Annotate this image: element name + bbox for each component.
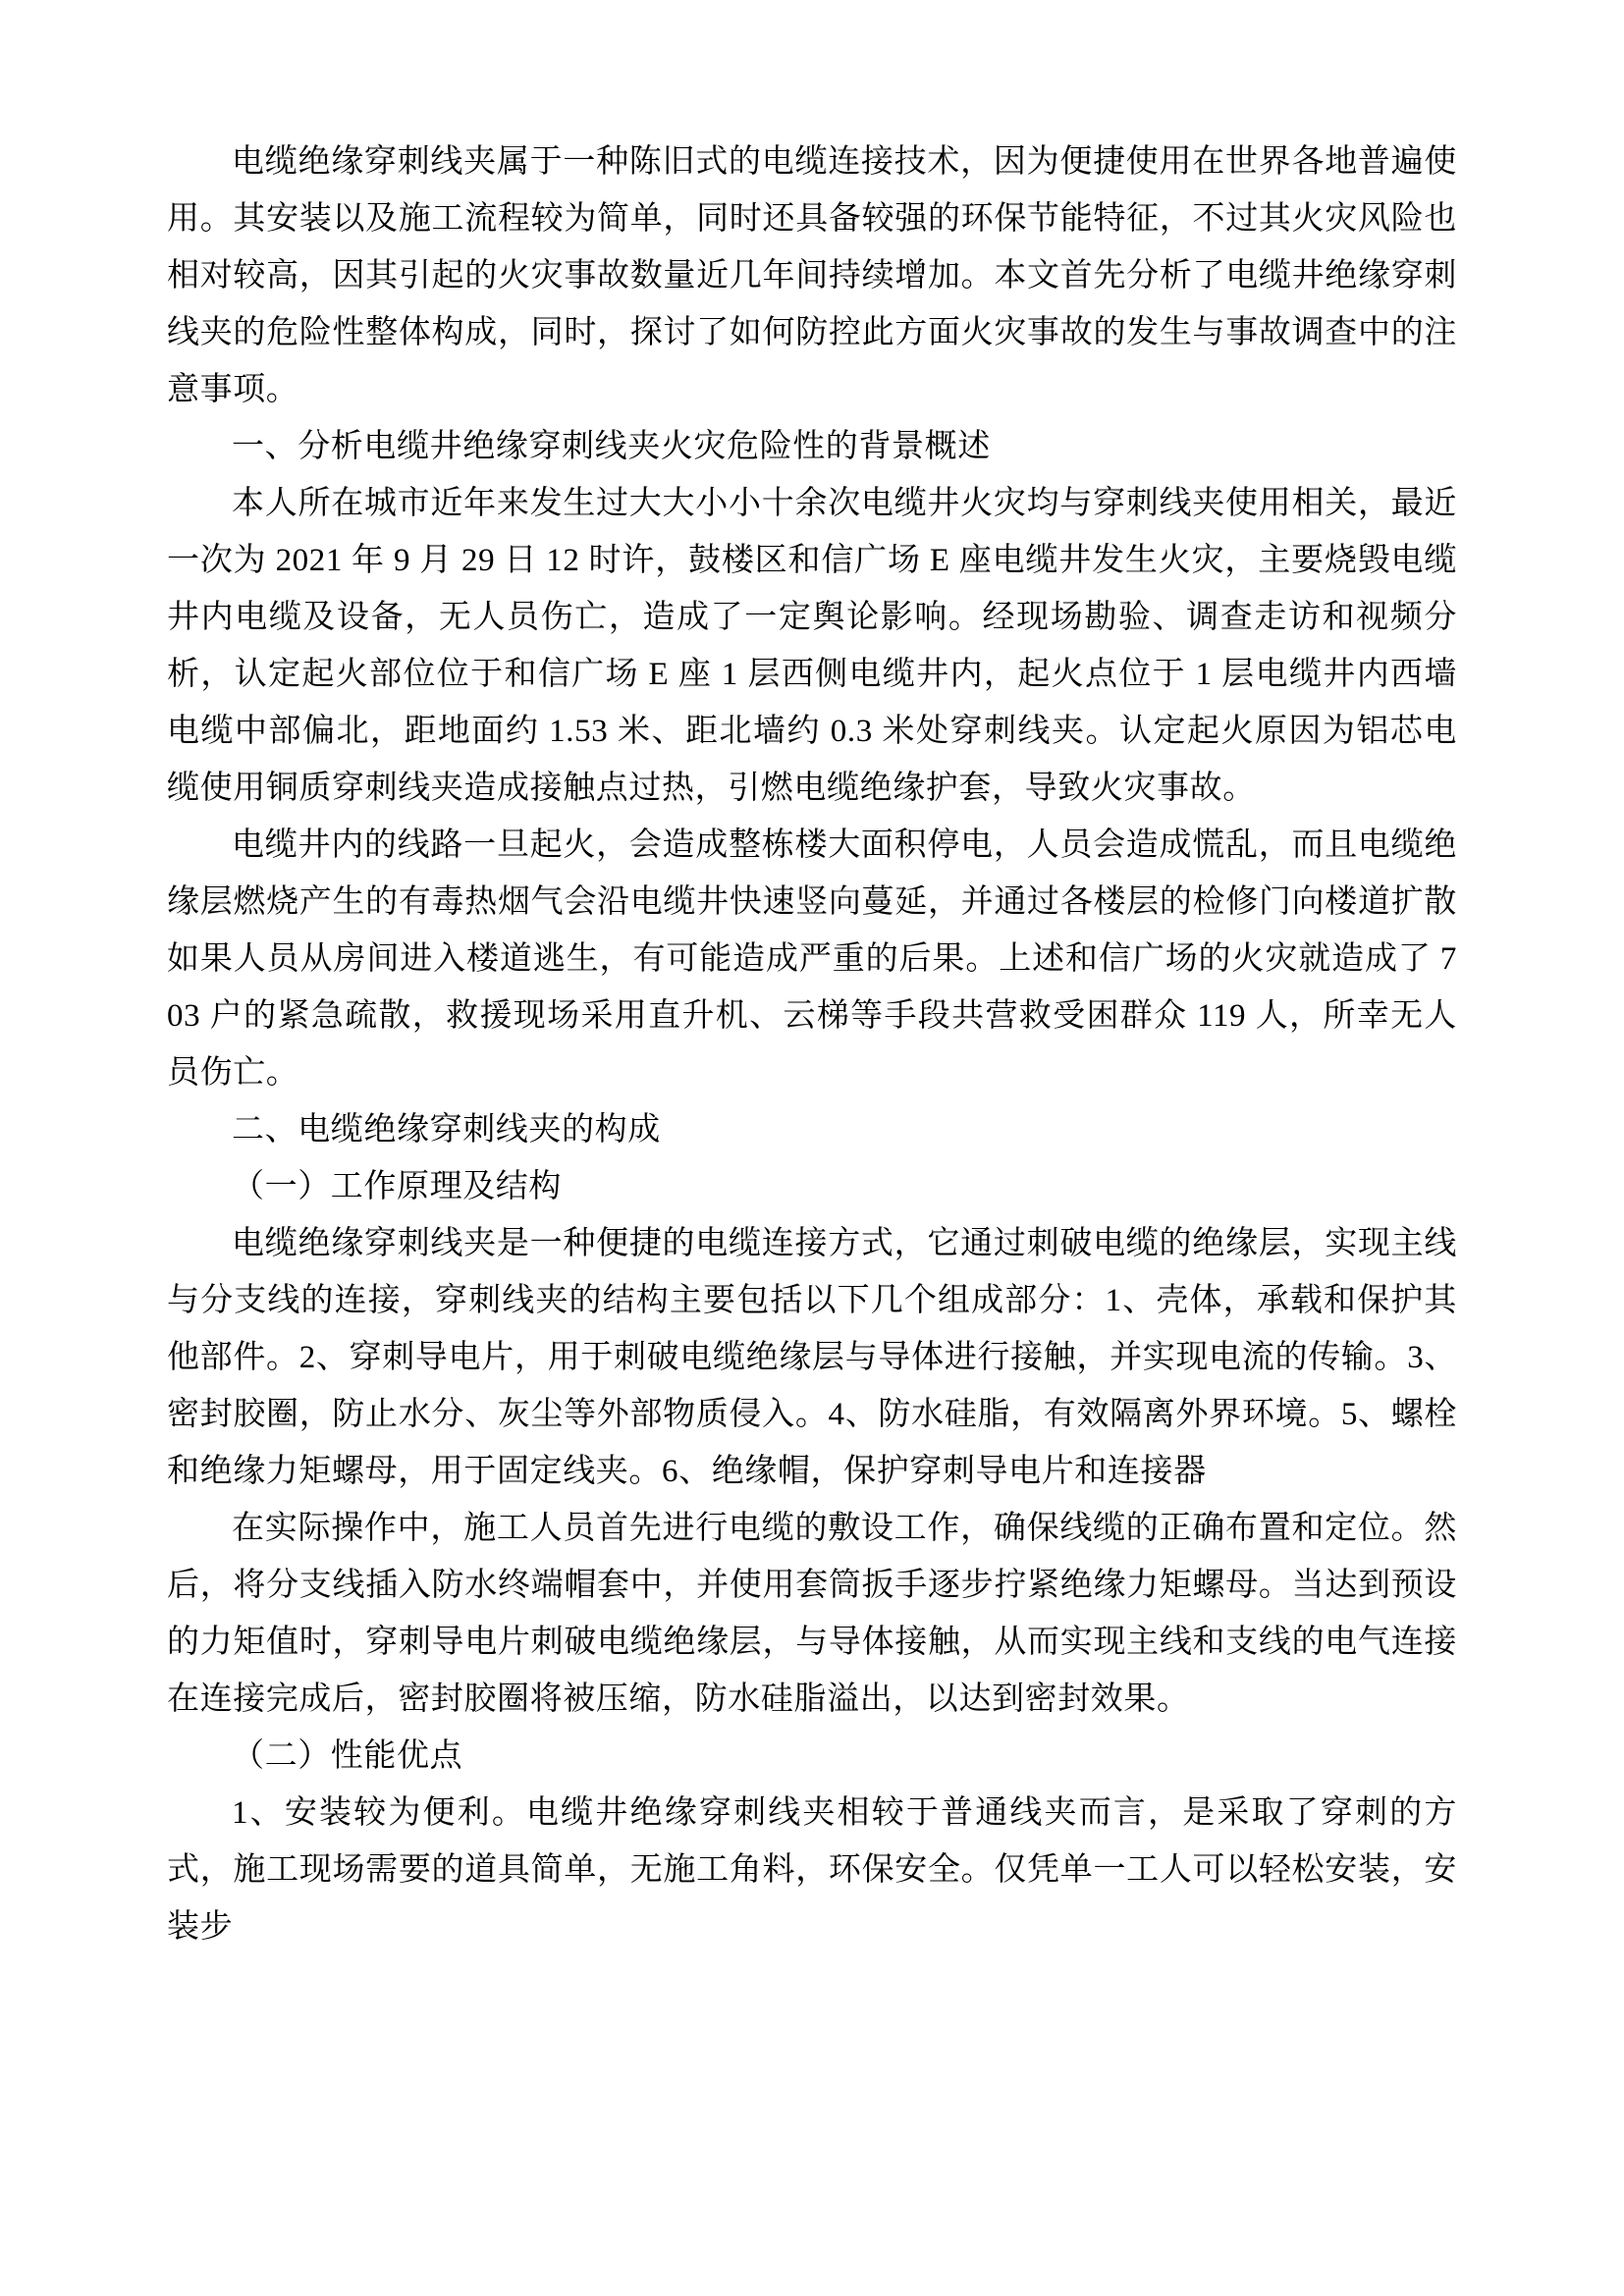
paragraph-advantages: 1、安装较为便利。电缆井绝缘穿刺线夹相较于普通线夹而言，是采取了穿刺的方式，施工现场需要的道具简单，无施工角料，环保安全。仅凭单一工人可以轻松安装，安装步 (167, 1795, 1457, 1945)
paragraph-intro: 电缆绝缘穿刺线夹属于一种陈旧式的电缆连接技术，因为便捷使用在世界各地普遍使用。其安装以及施工流程较为简单，同时还具备较强的环保节能特征，不过其火灾风险也相对较高，因其引起的火灾事故数量近几年间持续增加。本文首先分析了电缆井绝缘穿刺线夹的危险性整体构成，同时，探讨了如何防控此方面火灾事故的发生与事故调查中的注意事项。 (167, 144, 1457, 407)
section-heading-2: 二、电缆绝缘穿刺线夹的构成 (232, 1112, 661, 1148)
paragraph-fire-case: 本人所在城市近年来发生过大大小小十余次电缆井火灾均与穿刺线夹使用相关，最近一次为 2021 年 9 月 29 日 12 时许，鼓楼区和信广场 E 座电缆井发生火灾，主要烧毁电缆井内电缆及设备，无人员伤亡，造成了一定舆论影响。经现场勘验、调查走访和视频分析，认定起火部位位于和信广场 E 座 1 层西侧电缆井内，起火点位于 1 层电缆井内西墙电缆中部偏北，距地面约 1.53 米、距北墙约 0.3 米处穿刺线夹。认定起火原因为铝芯电缆使用铜质穿刺线夹造成接触点过热，引燃电缆绝缘护套，导致火灾事故。 (167, 486, 1457, 806)
paragraph-fire-consequences: 电缆井内的线路一旦起火，会造成整栋楼大面积停电，人员会造成慌乱，而且电缆绝缘层燃烧产生的有毒热烟气会沿电缆井快速竖向蔓延，并通过各楼层的检修门向楼道扩散如果人员从房间进入楼道逃生，有可能造成严重的后果。上述和信广场的火灾就造成了 703 户的紧急疏散，救援现场采用直升机、云梯等手段共营救受困群众 119 人，所幸无人员伤亡。 (167, 828, 1457, 1091)
subsection-heading-advantages: （二）性能优点 (232, 1738, 463, 1774)
paragraph-operation: 在实际操作中，施工人员首先进行电缆的敷设工作，确保线缆的正确布置和定位。然后，将分支线插入防水终端帽套中，并使用套筒扳手逐步拧紧绝缘力矩螺母。当达到预设的力矩值时，穿刺导电片刺破电缆绝缘层，与导体接触，从而实现主线和支线的电气连接在连接完成后，密封胶圈将被压缩，防水硅脂溢出，以达到密封效果。 (167, 1511, 1457, 1717)
paragraph-structure: 电缆绝缘穿刺线夹是一种便捷的电缆连接方式，它通过刺破电缆的绝缘层，实现主线与分支线的连接，穿刺线夹的结构主要包括以下几个组成部分：1、壳体，承载和保护其他部件。2、穿刺导电片，用于刺破电缆绝缘层与导体进行接触，并实现电流的传输。3、密封胶圈，防止水分、灰尘等外部物质侵入。4、防水硅脂，有效隔离外界环境。5、螺栓和绝缘力矩螺母，用于固定线夹。6、绝缘帽，保护穿刺导电片和连接器 (167, 1226, 1457, 1489)
subsection-heading-structure: （一）工作原理及结构 (232, 1169, 562, 1204)
section-heading-1: 一、分析电缆井绝缘穿刺线夹火灾危险性的背景概述 (232, 429, 991, 464)
